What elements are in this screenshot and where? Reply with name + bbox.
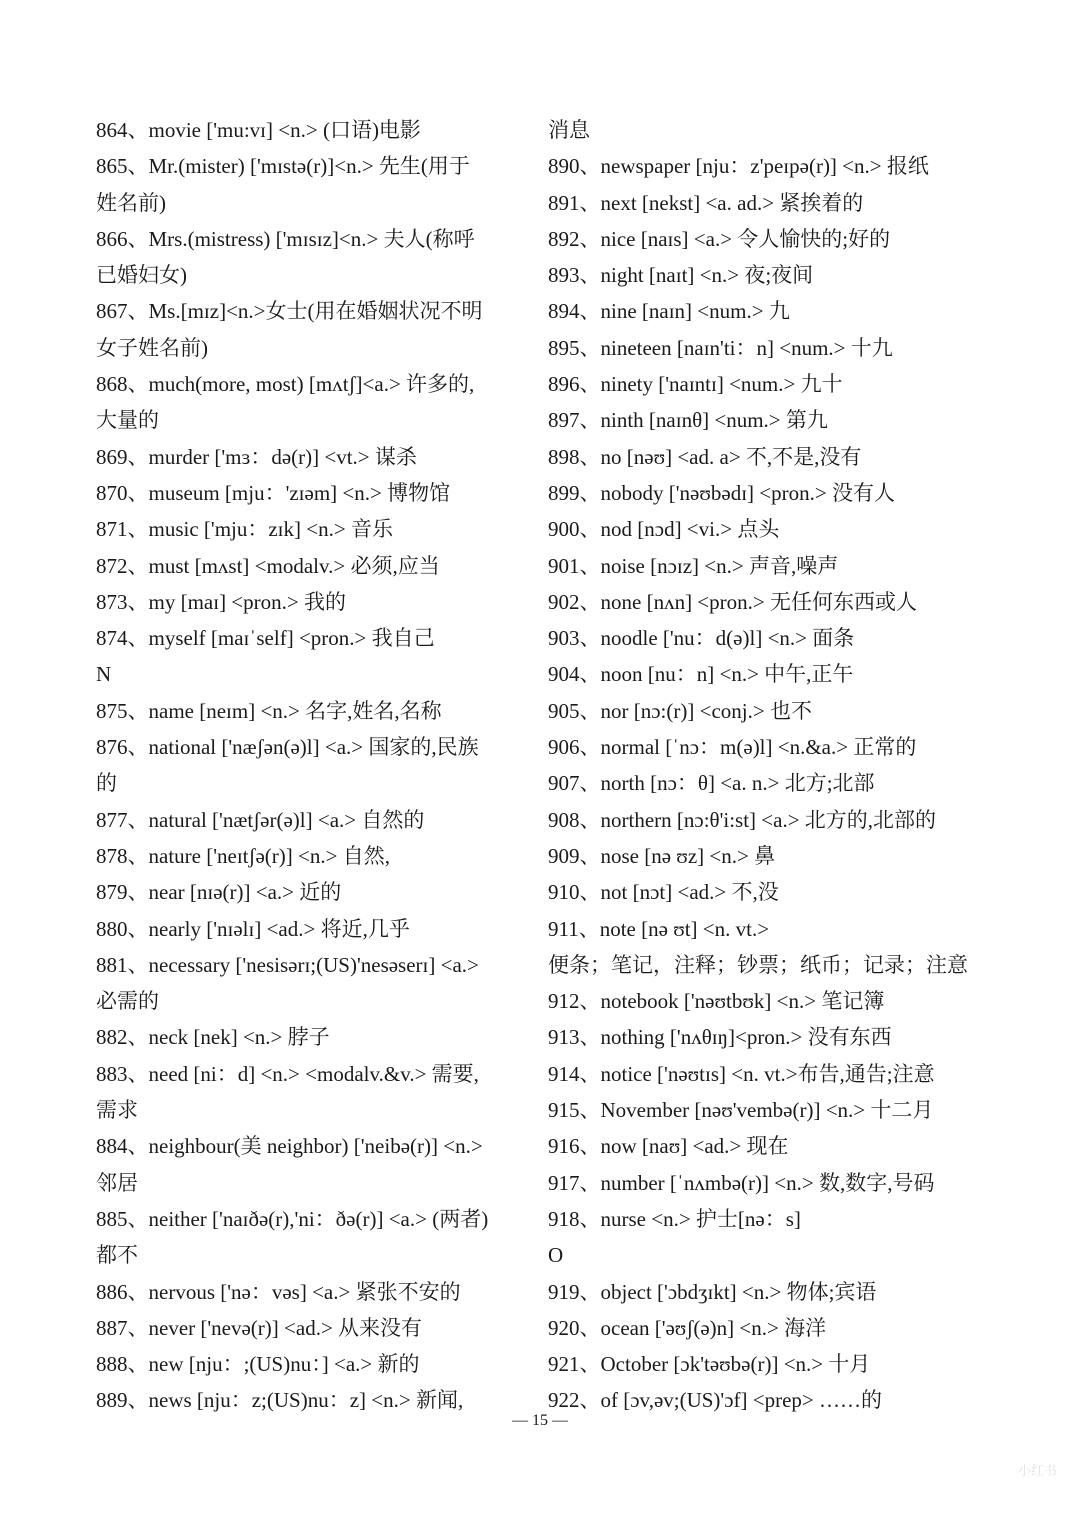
vocab-line: 888、new [nju：;(US)nu：] <a.> 新的 bbox=[96, 1352, 420, 1377]
vocab-line: 大量的 bbox=[96, 408, 159, 433]
vocab-line: 870、museum [mju：'zɪəm] <n.> 博物馆 bbox=[96, 480, 451, 505]
vocab-line: 912、notebook ['nəʊtbʊk] <n.> 笔记簿 bbox=[548, 989, 885, 1014]
vocab-line: 已婚妇女) bbox=[96, 263, 187, 288]
vocab-line: 920、ocean ['əʊʃ(ə)n] <n.> 海洋 bbox=[548, 1315, 827, 1340]
left-column bbox=[96, 112, 526, 1419]
vocab-line: 916、now [naʊ] <ad.> 现在 bbox=[548, 1134, 789, 1159]
vocab-line: 890、newspaper [nju：z'peɪpə(r)] <n.> 报纸 bbox=[548, 154, 929, 179]
vocab-line: 的 bbox=[96, 771, 117, 796]
vocab-line: 893、night [naɪt] <n.> 夜;夜间 bbox=[548, 263, 814, 288]
vocab-line: 907、north [nɔ：θ] <a. n.> 北方;北部 bbox=[548, 771, 875, 796]
vocab-line: 883、need [ni：d] <n.> <modalv.&v.> 需要, bbox=[96, 1061, 479, 1086]
vocab-line: 887、never ['nevə(r)] <ad.> 从来没有 bbox=[96, 1315, 423, 1340]
vocab-line: 905、nor [nɔ:(r)] <conj.> 也不 bbox=[548, 698, 812, 723]
vocab-line: 864、movie ['mu:vɪ] <n.> (口语)电影 bbox=[96, 118, 421, 142]
vocab-line: 878、nature ['neɪtʃə(r)] <n.> 自然, bbox=[96, 843, 390, 868]
vocab-line: 便条；笔记，注释；钞票；纸币；记录；注意 bbox=[548, 952, 968, 977]
vocab-line: 877、natural ['nætʃər(ə)l] <a.> 自然的 bbox=[96, 807, 425, 832]
vocab-line: O bbox=[548, 1243, 564, 1268]
vocab-line: 908、northern [nɔ:θ'i:st] <a.> 北方的,北部的 bbox=[548, 807, 937, 832]
watermark: 小红书 bbox=[1018, 1464, 1058, 1479]
vocab-line: 884、neighbour(美 neighbor) ['neibə(r)] <n.> bbox=[96, 1134, 483, 1159]
vocab-line: 910、not [nɔt] <ad.> 不,没 bbox=[548, 880, 779, 905]
vocab-line: 874、myself [maɪˈself] <pron.> 我自己 bbox=[96, 626, 435, 651]
vocab-line: 880、nearly ['nɪəlɪ] <ad.> 将近,几乎 bbox=[96, 916, 410, 941]
vocab-line: 897、ninth [naɪnθ] <num.> 第九 bbox=[548, 408, 828, 433]
vocab-line: 都不 bbox=[96, 1243, 138, 1268]
vocab-line: 881、necessary ['nesisərɪ;(US)'nesəserɪ] <a.> bbox=[96, 952, 479, 977]
right-column bbox=[548, 112, 988, 1419]
vocab-line: 922、of [ɔv,əv;(US)'ɔf] <prep> ……的 bbox=[548, 1388, 883, 1413]
vocab-line: 872、must [mʌst] <modalv.> 必须,应当 bbox=[96, 553, 440, 578]
vocab-line: 895、nineteen [naɪn'ti：n] <num.> 十九 bbox=[548, 335, 893, 360]
vocab-line: 女子姓名前) bbox=[96, 335, 208, 360]
vocab-line: 904、noon [nu：n] <n.> 中午,正午 bbox=[548, 662, 854, 687]
vocab-line: 866、Mrs.(mistress) ['mɪsɪz]<n.> 夫人(称呼 bbox=[96, 226, 475, 251]
vocab-line: 896、ninety ['naɪntɪ] <num.> 九十 bbox=[548, 372, 843, 397]
vocab-line: 865、Mr.(mister) ['mɪstə(r)]<n.> 先生(用于 bbox=[96, 154, 470, 179]
vocab-line: 915、November [nəʊ'vembə(r)] <n.> 十二月 bbox=[548, 1098, 934, 1123]
vocab-line: 913、nothing ['nʌθɪŋ]<pron.> 没有东西 bbox=[548, 1025, 892, 1050]
vocab-line: 918、nurse <n.> 护士[nə：s] bbox=[548, 1206, 801, 1231]
vocab-line: 892、nice [naɪs] <a.> 令人愉快的;好的 bbox=[548, 226, 891, 251]
vocab-line: 879、near [nɪə(r)] <a.> 近的 bbox=[96, 880, 342, 905]
vocab-line: 869、murder ['mɜ：də(r)] <vt.> 谋杀 bbox=[96, 444, 417, 469]
vocab-line: 875、name [neɪm] <n.> 名字,姓名,名称 bbox=[96, 698, 442, 723]
vocab-line: 885、neither ['naɪðə(r),'ni：ðə(r)] <a.> (两者) bbox=[96, 1206, 489, 1231]
vocab-line: 911、note [nə ʊt] <n. vt.> bbox=[548, 916, 770, 941]
vocab-line: 882、neck [nek] <n.> 脖子 bbox=[96, 1025, 330, 1050]
vocab-line: 902、none [nʌn] <pron.> 无任何东西或人 bbox=[548, 589, 917, 614]
vocab-line: 914、notice ['nəʊtɪs] <n. vt.>布告,通告;注意 bbox=[548, 1061, 935, 1086]
vocab-line: 919、object ['ɔbdʒɪkt] <n.> 物体;宾语 bbox=[548, 1279, 877, 1304]
vocab-line: 899、nobody ['nəʊbədɪ] <pron.> 没有人 bbox=[548, 480, 895, 505]
vocab-line: 921、October [ɔk'təʊbə(r)] <n.> 十月 bbox=[548, 1352, 871, 1377]
vocab-line: 873、my [maɪ] <pron.> 我的 bbox=[96, 589, 346, 614]
vocab-line: 需求 bbox=[96, 1098, 138, 1123]
vocab-line: 909、nose [nə ʊz] <n.> 鼻 bbox=[548, 843, 776, 868]
vocab-line: N bbox=[96, 662, 112, 687]
vocab-line: 必需的 bbox=[96, 989, 159, 1014]
vocab-line: 906、normal [ˈnɔ：m(ə)l] <n.&a.> 正常的 bbox=[548, 735, 917, 760]
vocab-line: 889、news [nju：z;(US)nu：z] <n.> 新闻, bbox=[96, 1388, 464, 1413]
vocab-line: 891、next [nekst] <a. ad.> 紧挨着的 bbox=[548, 190, 864, 215]
vocab-line: 903、noodle ['nu：d(ə)l] <n.> 面条 bbox=[548, 626, 855, 651]
vocab-line: 876、national ['næʃən(ə)l] <a.> 国家的,民族 bbox=[96, 735, 479, 760]
vocab-line: 867、Ms.[mɪz]<n.>女士(用在婚姻状况不明 bbox=[96, 299, 483, 324]
vocab-line: 886、nervous ['nə：vəs] <a.> 紧张不安的 bbox=[96, 1279, 461, 1304]
vocab-line: 900、nod [nɔd] <vi.> 点头 bbox=[548, 517, 780, 542]
vocab-line: 邻居 bbox=[96, 1170, 138, 1195]
vocab-line: 姓名前) bbox=[96, 190, 166, 215]
vocab-line: 898、no [nəʊ] <ad. a> 不,不是,没有 bbox=[548, 444, 862, 469]
vocab-line: 894、nine [naɪn] <num.> 九 bbox=[548, 299, 790, 324]
vocab-line: 917、number [ˈnʌmbə(r)] <n.> 数,数字,号码 bbox=[548, 1170, 935, 1195]
vocab-line: 871、music ['mju：zɪk] <n.> 音乐 bbox=[96, 517, 393, 542]
vocab-line: 868、much(more, most) [mʌtʃ]<a.> 许多的, bbox=[96, 372, 475, 397]
page-number: — 15 — bbox=[512, 1412, 568, 1429]
vocab-line: 消息 bbox=[548, 118, 590, 142]
vocab-line: 901、noise [nɔɪz] <n.> 声音,噪声 bbox=[548, 553, 839, 578]
